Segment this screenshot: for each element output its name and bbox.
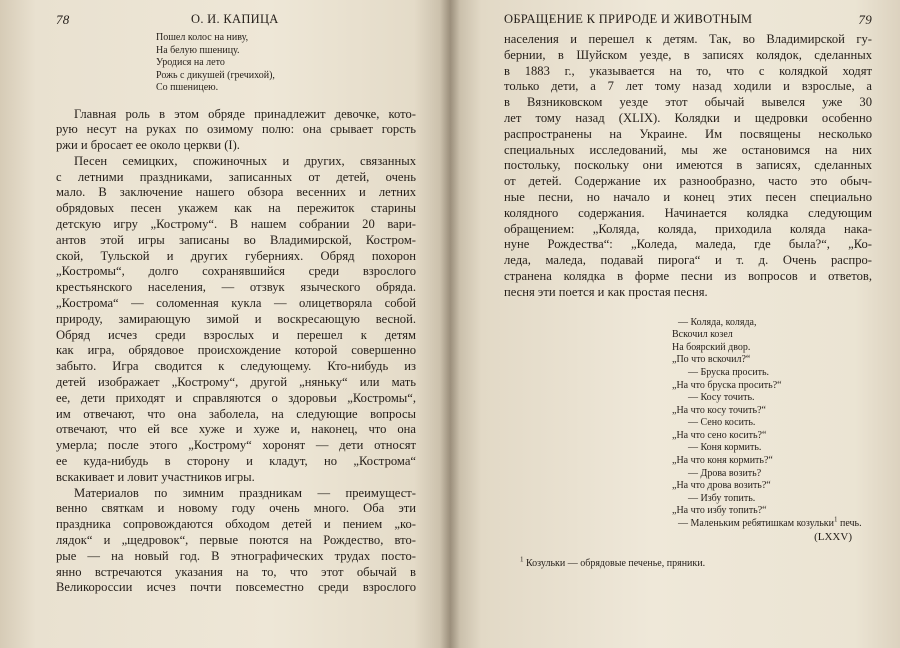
text-line: вскакивает и ловит участников игры.: [56, 469, 255, 484]
song-line: [672, 317, 872, 330]
left-body-text: [56, 107, 416, 597]
song-line-text: — Избу топить.: [688, 492, 756, 504]
song-line: [672, 505, 872, 518]
left-verse: [156, 32, 416, 95]
text-line: ской, Тульской и других губерниях. Обряд похорон: [56, 248, 416, 263]
song-line: [672, 367, 872, 380]
right-page: [450, 0, 900, 648]
left-running-title: О. И. КАПИЦА: [191, 12, 279, 26]
song-line: [672, 515, 872, 531]
footnote-marker: 1: [520, 555, 524, 564]
text-line: постольку, поскольку они имеются в записях, сделанных: [504, 158, 872, 173]
text-line: детей изображает „Кострому“, другой „няньку“ или мать: [56, 375, 416, 390]
text-line: песня эти поется и как простая песня.: [504, 284, 708, 299]
text-line: мало. В заключение нашего обзора весенних и летних: [56, 185, 416, 200]
song-line: [672, 405, 872, 418]
text-line: им отвечают, что она заболела, на следующие вопросы: [56, 406, 416, 421]
song-line: [672, 342, 872, 355]
text-line: праздника сопровождаются обходом детей и пением „ко-: [56, 517, 416, 532]
song-reference: (LXXV): [814, 530, 852, 543]
text-line: природу, замирающую зимой и воскресающую весной.: [56, 311, 416, 326]
text-line: с летними праздниками, записанных от детей, очень: [56, 169, 416, 184]
text-line: Материалов по зимним праздникам — преимущест-: [74, 485, 416, 500]
text-line: крестьянского населения, — отзвук языческого обряда.: [56, 280, 416, 295]
song-line-text: „На что коня кормить?“: [672, 455, 773, 467]
footnote-text: Козульки — обрядовые печенье, пряники.: [526, 558, 706, 569]
song-line-text: Вскочил козел: [672, 329, 733, 341]
song-line-text: „На что бруска просить?“: [672, 379, 782, 391]
song-line-tail: печь.: [837, 518, 862, 530]
song-line: [672, 392, 872, 405]
verse-line: На белую пшеницу.: [156, 44, 240, 56]
koliada-song: [672, 317, 872, 544]
song-line: [672, 430, 872, 443]
text-line: рые — на новый год. В этнографических трудах посто-: [56, 548, 416, 563]
song-line: [672, 480, 872, 493]
song-line-text: — Косу точить.: [688, 392, 755, 404]
left-page-number: 78: [56, 12, 70, 27]
text-line: ее куда-нибудь в сторону и кладут, но „Кострома“: [56, 454, 416, 469]
song-line-text: „По что вскочил?“: [672, 354, 751, 366]
text-line: Великороссии исчез почти повсеместно среди взрослого: [56, 580, 416, 595]
text-line: странена колядка в форме песни из вопросов и ответов,: [504, 268, 872, 283]
song-line-text: — Коляда, коляда,: [678, 316, 757, 328]
text-line: рую несут на руках по озимому полю: она срывает горсть: [56, 122, 416, 137]
song-line: [672, 493, 872, 506]
text-line: детскую игру „Кострому“. В нашем собрании 20 вари-: [56, 217, 416, 232]
text-line: Обряд исчез среди взрослых и перешел к детям: [56, 327, 416, 342]
footnote-ref: 1: [833, 515, 838, 524]
text-line: распространены на Украине. Им посвящены несколько: [504, 126, 872, 141]
song-line: [672, 380, 872, 393]
text-line: „Костромы“, долго сохранявшийся среди взрослого: [56, 264, 416, 279]
song-line: [672, 329, 872, 342]
text-line: нуне Рождества“: „Коледа, маледа, где была?“, „Ко-: [504, 237, 872, 252]
text-line: только дети, а 7 лет тому назад ходили и взрослые, а: [504, 79, 872, 94]
right-running-head: [504, 12, 872, 32]
right-body-text: [504, 32, 872, 301]
text-line: ее, дети приходят и справляются о здоровьи „Костромы“,: [56, 390, 416, 405]
text-line: отвечают, что ей все хуже и хуже и, наконец, что она: [56, 422, 416, 437]
text-line: населения и перешел к детям. Так, во Владимирской гу-: [504, 32, 872, 46]
text-line: как игра, обрядовое происхождение которой совершенно: [56, 343, 416, 358]
song-line-text: — Коня кормить.: [688, 442, 762, 454]
song-line-text: „На что дрова возить?“: [672, 480, 771, 492]
right-page-number: 79: [858, 12, 872, 27]
text-line: специальных исследований, мы же остановимся на них: [504, 142, 872, 157]
text-line: Песен семицких, спожиночных и других, связанных: [74, 153, 416, 168]
verse-line: Уродися на лето: [156, 57, 225, 68]
verse-line: Пошел колос на ниву,: [156, 32, 249, 43]
footnote: [520, 555, 706, 569]
song-line: [672, 417, 872, 430]
song-line: [672, 455, 872, 468]
left-running-head: [56, 12, 416, 32]
song-line-text: — Дрова возить?: [688, 467, 762, 479]
text-line: обращением: „Коляда, коляда, приходила коляда нака-: [504, 221, 872, 236]
text-line: забыто. Игра сводится к следующему. Кто-нибудь из: [56, 359, 416, 374]
text-line: ржи и бросает ее около церкви (I).: [56, 138, 240, 153]
text-line: венно святкам и новому году очень много. Оба эти: [56, 501, 416, 516]
song-line: [672, 354, 872, 367]
text-line: лет тому назад (XLIX). Колядки и щедровки особенно: [504, 110, 872, 125]
text-line: обрядовых песен укажем как на пережиток старины: [56, 201, 416, 216]
text-line: бернии, в Шуйском уезде, в записях колядок, сделанных: [504, 47, 872, 62]
song-line-text: На боярский двор.: [672, 341, 751, 353]
song-line: [672, 468, 872, 481]
text-line: лядок“ и „щедровок“, первые поются на Рождество, вто-: [56, 533, 416, 548]
verse-line: Рожь с дикушей (гречихой),: [156, 69, 275, 81]
song-line: [672, 442, 872, 455]
text-line: антов этой игры записаны во Владимирской, Костром-: [56, 232, 416, 247]
song-line-text: — Маленьким ребятишкам козульки: [678, 518, 834, 530]
text-line: янно встречаются указания на то, что этот обычай в: [56, 564, 416, 579]
text-line: леда, маледа, подавай пирога“ и т. д. Очень распро-: [504, 253, 872, 268]
right-running-title: ОБРАЩЕНИЕ К ПРИРОДЕ И ЖИВОТНЫМ: [504, 12, 753, 26]
text-line: в 1883 г., указывается на то, что с колядкой ходят: [504, 63, 872, 78]
song-line-text: — Бруска просить.: [688, 366, 770, 378]
text-line: в Вязниковском уезде этот обычай вывелся уже 30: [504, 95, 872, 110]
text-line: умерла; после этого „Кострому“ хоронят — дети относят: [56, 438, 416, 453]
text-line: Главная роль в этом обряде принадлежит девочке, кото-: [74, 106, 416, 121]
text-line: ные песни, но начало и конец этих песен специально: [504, 189, 872, 204]
text-line: „Кострома“ — соломенная кукла — олицетворяла собой: [56, 296, 416, 311]
verse-line: Со пшеницею.: [156, 82, 219, 93]
text-line: колядного содержания. Начинается колядка следующим: [504, 205, 872, 220]
song-line-text: — Сено косить.: [688, 417, 756, 429]
song-line-text: „На что избу топить?“: [672, 505, 767, 517]
text-line: от детей. Содержание их разнообразно, часто это обыч-: [504, 174, 872, 189]
song-line-text: „На что косу точить?“: [672, 404, 766, 416]
song-line-text: „На что сено косить?“: [672, 429, 767, 441]
